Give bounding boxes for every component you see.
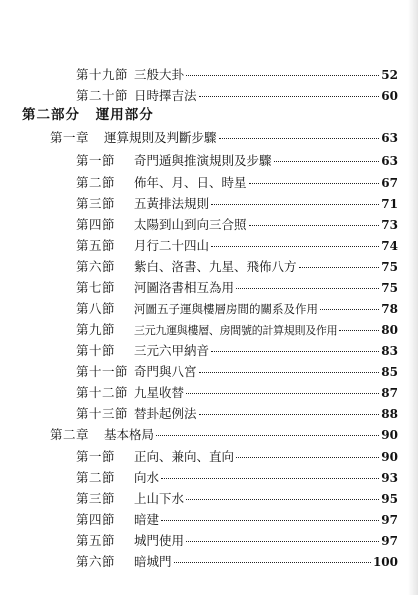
section-title: 三元九運與樓層、房間號的計算規則及作用 xyxy=(134,324,338,337)
toc-entry xyxy=(76,173,398,193)
part-title: 運用部分 xyxy=(95,107,154,123)
toc-entry xyxy=(76,65,398,85)
dot-leader xyxy=(211,350,379,352)
part-number: 第二部分 xyxy=(22,107,80,123)
page-number: 75 xyxy=(381,281,398,295)
dot-leader xyxy=(320,308,379,310)
section-number: 第三節 xyxy=(76,491,116,506)
dot-leader xyxy=(199,95,380,97)
page-number: 71 xyxy=(381,197,398,211)
section-title: 向水 xyxy=(134,470,160,485)
toc-entry xyxy=(76,447,398,467)
page-number: 78 xyxy=(381,302,398,316)
section-title: 正向、兼向、直向 xyxy=(134,449,235,464)
section-title: 日時擇吉法 xyxy=(134,88,197,103)
dot-leader xyxy=(186,498,379,500)
dot-leader xyxy=(211,203,379,205)
toc-entry xyxy=(76,194,398,214)
section-number: 第十九節 xyxy=(76,67,129,82)
section-title: 三元六甲納音 xyxy=(134,343,210,358)
section-title: 城門使用 xyxy=(134,533,185,548)
page-number: 88 xyxy=(381,407,398,421)
section-number: 第十三節 xyxy=(76,406,129,421)
dot-leader xyxy=(249,182,380,184)
section-number: 第四節 xyxy=(76,512,116,527)
section-title: 佈年、月、日、時星 xyxy=(134,175,247,190)
page-number: 80 xyxy=(381,323,398,337)
part-heading xyxy=(22,104,154,126)
section-title: 月行二十四山 xyxy=(134,238,210,253)
section-number: 第十節 xyxy=(76,343,116,358)
chapter-entry xyxy=(50,425,398,445)
section-number: 第六節 xyxy=(76,554,116,569)
section-title: 替卦起例法 xyxy=(134,406,197,421)
dot-leader xyxy=(299,266,380,268)
toc-entry xyxy=(76,320,398,340)
toc-entry xyxy=(76,278,398,298)
dot-leader xyxy=(186,540,379,542)
chapter-title: 基本格局 xyxy=(104,427,155,442)
page-number: 90 xyxy=(381,450,398,464)
toc-entry xyxy=(76,362,398,382)
page-number: 73 xyxy=(381,218,398,232)
dot-leader xyxy=(274,160,380,162)
section-title: 奇門與八宮 xyxy=(134,364,197,379)
page-number: 90 xyxy=(381,428,398,442)
toc-entry xyxy=(76,510,398,530)
page-number: 74 xyxy=(381,239,398,253)
toc-entry xyxy=(76,383,398,403)
page-number: 95 xyxy=(381,492,398,506)
section-title: 河圖洛書相互為用 xyxy=(134,280,235,295)
section-title: 三般大卦 xyxy=(134,67,185,82)
page-number: 100 xyxy=(372,555,398,569)
section-number: 第二節 xyxy=(76,470,116,485)
dot-leader xyxy=(236,456,379,458)
section-number: 第三節 xyxy=(76,196,116,211)
toc-entry xyxy=(76,404,398,424)
section-number: 第十一節 xyxy=(76,364,129,379)
dot-leader xyxy=(161,519,379,521)
section-number: 第四節 xyxy=(76,217,116,232)
section-number: 第七節 xyxy=(76,280,116,295)
page-number: 75 xyxy=(381,260,398,274)
chapter-number: 第一章 xyxy=(50,130,90,145)
toc-entry xyxy=(76,489,398,509)
section-number: 第六節 xyxy=(76,259,116,274)
section-number: 第九節 xyxy=(76,322,116,337)
toc-entry xyxy=(76,236,398,256)
page-edge-shadow xyxy=(408,0,418,595)
section-title: 上山下水 xyxy=(134,491,185,506)
toc-entry xyxy=(76,86,398,106)
page-number: 93 xyxy=(381,471,398,485)
section-title: 暗建 xyxy=(134,512,160,527)
section-number: 第二十節 xyxy=(76,88,129,103)
page-number: 63 xyxy=(381,154,398,168)
page-number: 63 xyxy=(381,131,398,145)
dot-leader xyxy=(156,434,379,436)
dot-leader xyxy=(174,561,371,563)
section-number: 第二節 xyxy=(76,175,116,190)
section-title: 暗城門 xyxy=(134,554,172,569)
section-number: 第十二節 xyxy=(76,385,129,400)
page-number: 52 xyxy=(381,68,398,82)
toc-entry xyxy=(76,341,398,361)
dot-leader xyxy=(161,477,379,479)
section-title: 紫白、洛書、九星、飛佈八方 xyxy=(134,259,297,274)
toc-entry xyxy=(76,257,398,277)
section-number: 第一節 xyxy=(76,449,116,464)
section-title: 九星收替 xyxy=(134,385,185,400)
section-title: 奇門遁與推演規則及步驟 xyxy=(134,153,272,168)
page-number: 85 xyxy=(381,365,398,379)
toc-entry xyxy=(76,468,398,488)
section-number: 第一節 xyxy=(76,153,116,168)
dot-leader xyxy=(186,392,379,394)
dot-leader xyxy=(186,74,379,76)
dot-leader xyxy=(211,245,379,247)
dot-leader xyxy=(199,371,380,373)
dot-leader xyxy=(199,413,380,415)
chapter-title: 運算規則及判斷步驟 xyxy=(104,130,217,145)
page-number: 97 xyxy=(381,513,398,527)
toc-entry xyxy=(76,299,398,319)
chapter-number: 第二章 xyxy=(50,427,90,442)
section-title: 五黃排法規則 xyxy=(134,196,210,211)
section-number: 第五節 xyxy=(76,533,116,548)
dot-leader xyxy=(219,137,380,139)
toc-entry xyxy=(76,215,398,235)
dot-leader xyxy=(339,329,379,331)
page-number: 60 xyxy=(381,89,398,103)
page-number: 87 xyxy=(381,386,398,400)
section-number: 第八節 xyxy=(76,301,116,316)
page-number: 83 xyxy=(381,344,398,358)
page-number: 67 xyxy=(381,176,398,190)
dot-leader xyxy=(249,224,380,226)
page-number: 97 xyxy=(381,534,398,548)
toc-entry xyxy=(76,531,398,551)
dot-leader xyxy=(236,287,379,289)
section-title: 太陽到山到向三合照 xyxy=(134,217,247,232)
section-title: 河圖五子運與樓層房間的關系及作用 xyxy=(134,302,318,316)
toc-entry xyxy=(76,151,398,171)
section-number: 第五節 xyxy=(76,238,116,253)
chapter-entry xyxy=(50,128,398,148)
toc-entry xyxy=(76,552,398,572)
